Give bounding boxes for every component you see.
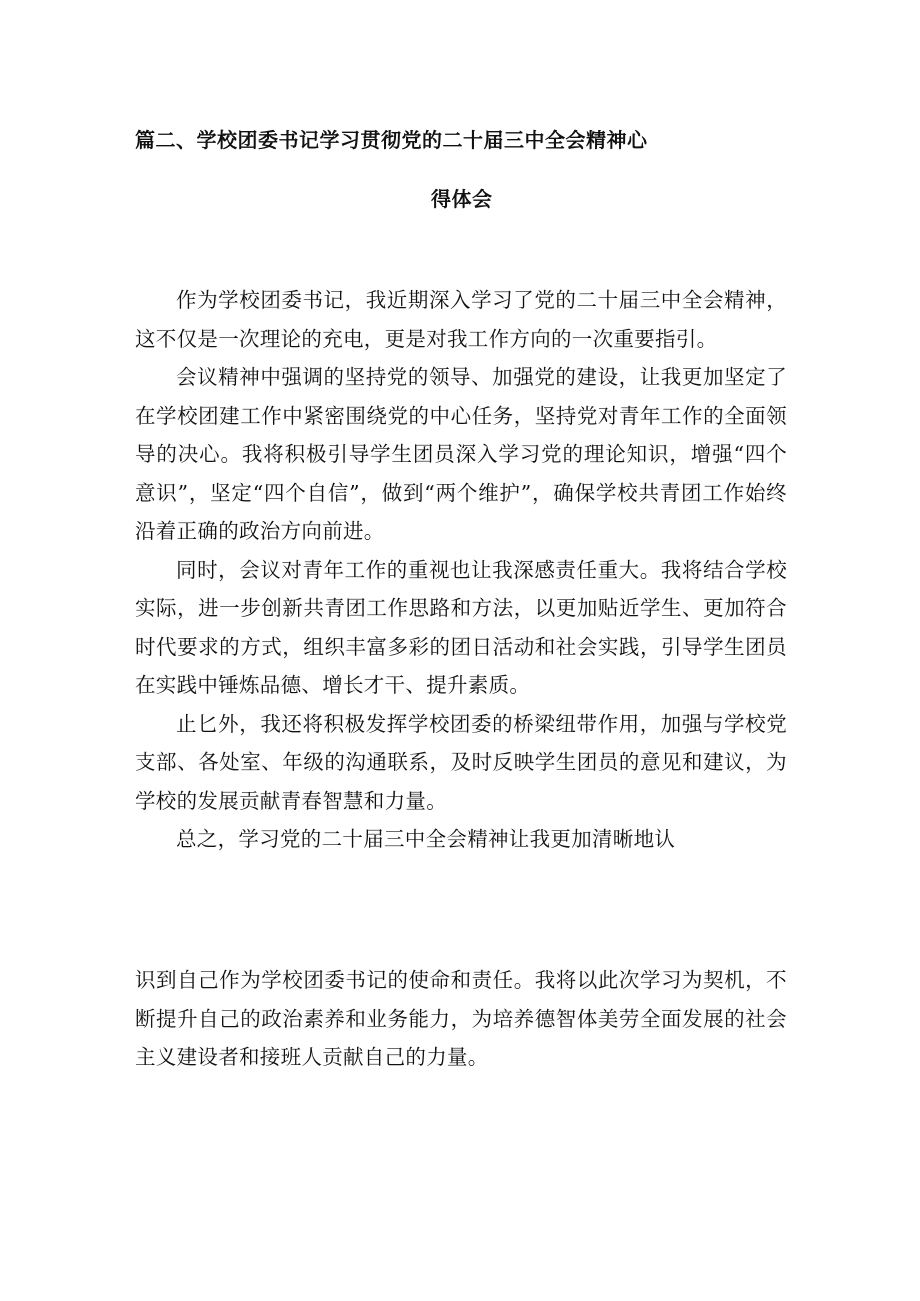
paragraph-5: 总之，学习党的二十届三中全会精神让我更加清晰地认 bbox=[176, 827, 676, 851]
document-title-line-1: 篇二、学校团委书记学习贯彻党的二十届三中全会精神心 bbox=[135, 128, 648, 152]
paragraph-3: 同时，会议对青年工作的重视也让我深感责任重大。我将结合学校实际，进一步创新共青团工作思路和方法，以更加贴近学生、更加符合时代要求的方式，组织丰富多彩的团日活动和社会实践，引导学生团员在实践中锤炼品德、增长才干、提升素质。 bbox=[135, 557, 787, 697]
document-body bbox=[135, 281, 787, 859]
paragraph-5-continuation: 识到自己作为学校团委书记的使命和责任。我将以此次学习为契机，不断提升自己的政治素养和业务能力，为培养德智体美劳全面发展的社会主义建设者和接班人贡献自己的力量。 bbox=[135, 968, 787, 1069]
document-body-continuation bbox=[135, 961, 787, 1077]
paragraph-2: 会议精神中强调的坚持党的领导、加强党的建设，让我更加坚定了在学校团建工作中紧密围绕党的中心任务，坚持党对青年工作的全面领导的决心。我将积极引导学生团员深入学习党的理论知识，增强“四个意识”，坚定“四个自信”，做到“两个维护”，确保学校共青团工作始终沿着正确的政治方向前进。 bbox=[135, 365, 787, 543]
paragraph-1: 作为学校团委书记，我近期深入学习了党的二十届三中全会精神，这不仅是一次理论的充电，更是对我工作方向的一次重要指引。 bbox=[135, 288, 787, 351]
document-title-line-2: 得体会 bbox=[431, 187, 493, 211]
paragraph-4: 止匕外，我还将积极发挥学校团委的桥梁纽带作用，加强与学校党支部、各处室、年级的沟通联系，及时反映学生团员的意见和建议，为学校的发展贡献青春智慧和力量。 bbox=[135, 711, 787, 813]
